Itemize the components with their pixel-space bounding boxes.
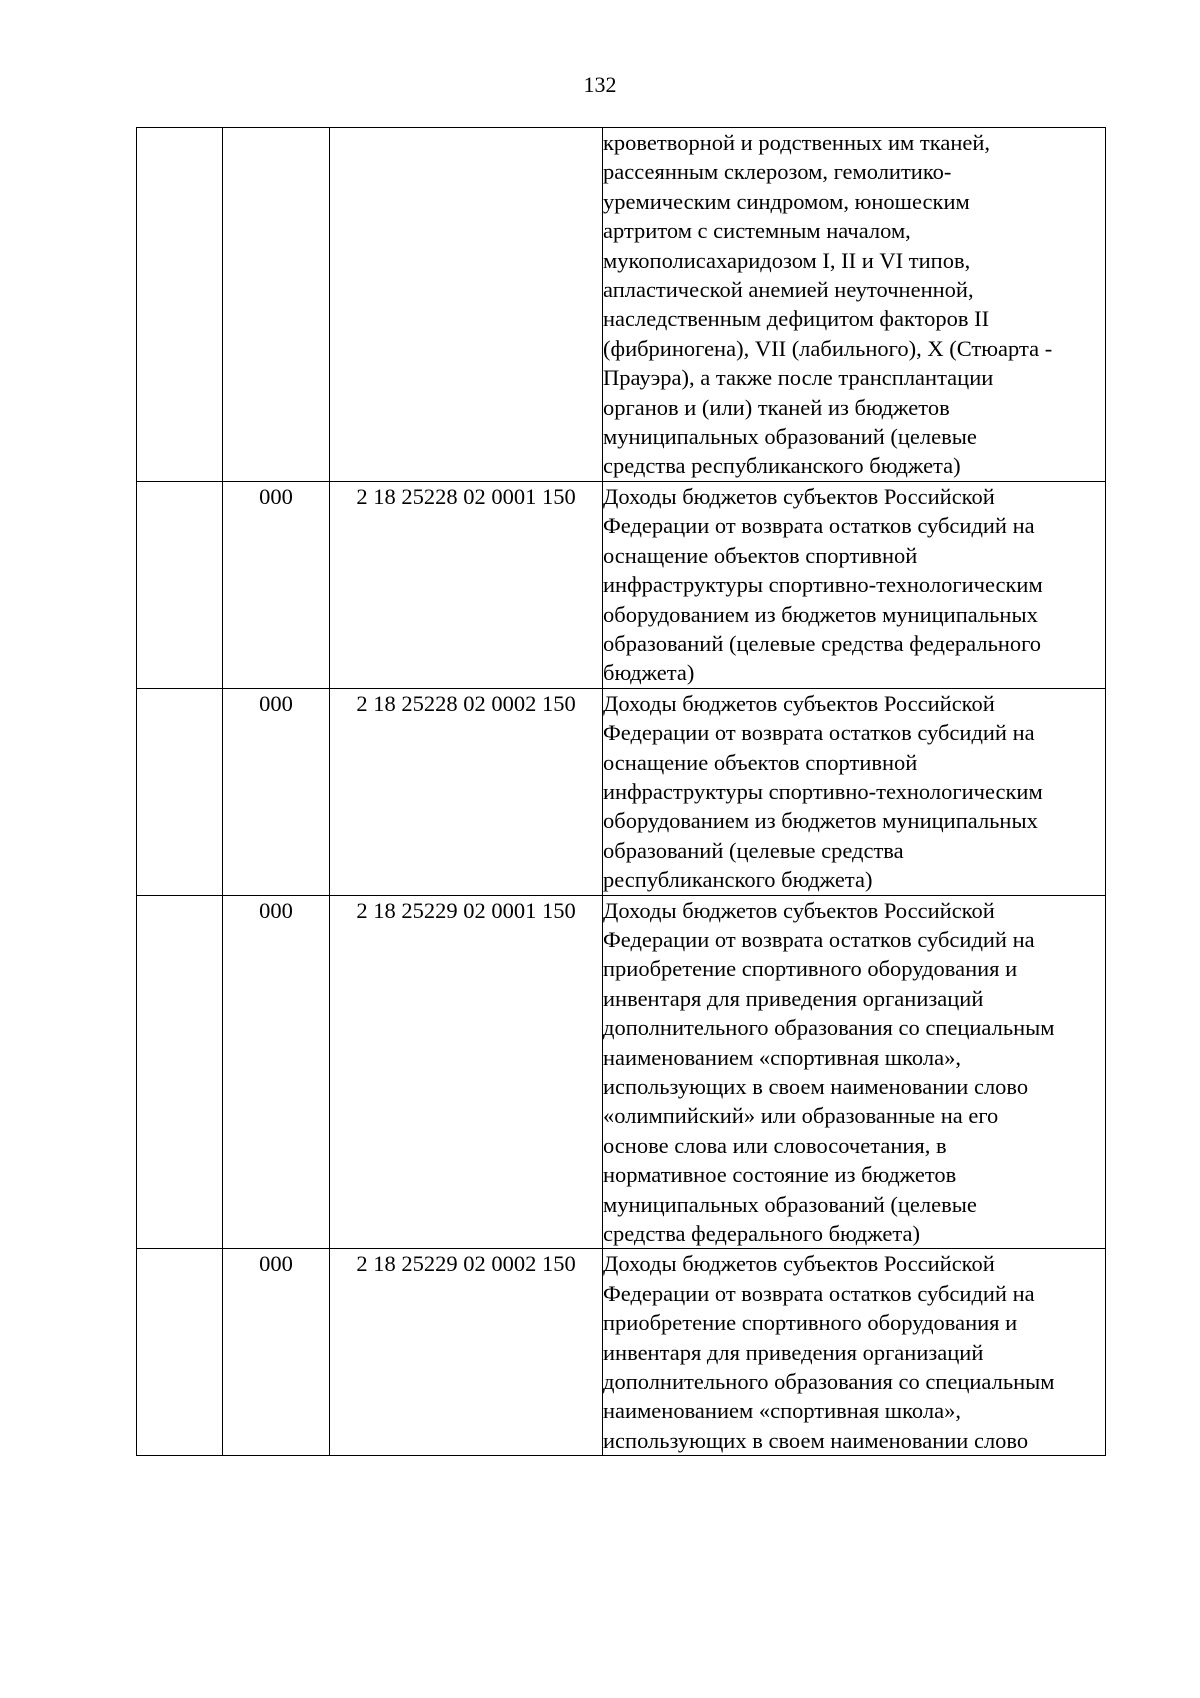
description-line: муниципальных образований (целевые bbox=[603, 1191, 977, 1217]
table-body bbox=[137, 128, 1106, 1456]
table-row bbox=[137, 481, 1106, 688]
description-line: Федерации от возврата остатков субсидий на bbox=[603, 1280, 1035, 1306]
table-row bbox=[137, 895, 1106, 1249]
description-line: инфраструктуры спортивно-технологическим bbox=[603, 572, 1043, 598]
description-line: мукополисахаридозом I, II и VI типов, bbox=[603, 247, 971, 273]
description-line: Прауэра), а также после трансплантации bbox=[603, 365, 994, 391]
description-line: республиканского бюджета) bbox=[603, 867, 873, 893]
description-line: муниципальных образований (целевые bbox=[603, 424, 977, 450]
description-line: Федерации от возврата остатков субсидий на bbox=[603, 513, 1035, 539]
page-number: 132 bbox=[583, 72, 617, 97]
description-line: использующих в своем наименовании слово bbox=[603, 1074, 1029, 1099]
table-row bbox=[137, 1249, 1106, 1456]
table-row bbox=[137, 128, 1106, 482]
budget-code-cell: 2 18 25228 02 0002 150 bbox=[330, 688, 603, 895]
budget-code-cell: 2 18 25229 02 0001 150 bbox=[330, 895, 603, 1249]
description-line: инвентаря для приведения организаций bbox=[603, 1339, 984, 1365]
description-line: инвентаря для приведения организаций bbox=[603, 985, 984, 1011]
description-line: приобретение спортивного оборудования и bbox=[603, 956, 1018, 982]
budget-code-cell bbox=[330, 128, 603, 482]
blank-cell bbox=[137, 481, 223, 688]
description-line: Федерации от возврата остатков субсидий на bbox=[603, 720, 1035, 746]
admin-code-cell: 000 bbox=[223, 895, 330, 1249]
admin-code-cell: 000 bbox=[223, 688, 330, 895]
description-line: органов и (или) тканей из бюджетов bbox=[603, 394, 950, 420]
description-line: основе слова или словосочетания, в bbox=[603, 1132, 947, 1158]
description-line: «олимпийский» или образованные на его bbox=[603, 1103, 999, 1129]
description-line: Доходы бюджетов субъектов Российской bbox=[603, 1251, 995, 1277]
description-line: инфраструктуры спортивно-технологическим bbox=[603, 778, 1043, 804]
description-line: Федерации от возврата остатков субсидий на bbox=[603, 926, 1035, 952]
description-cell bbox=[603, 688, 1106, 895]
description-line: Доходы бюджетов субъектов Российской bbox=[603, 690, 995, 716]
description-line: средства республиканского бюджета) bbox=[603, 453, 961, 479]
description-line: образований (целевые средства федерального bbox=[603, 630, 1042, 656]
description-line: Доходы бюджетов субъектов Российской bbox=[603, 483, 995, 509]
description-cell bbox=[603, 128, 1106, 482]
description-line: приобретение спортивного оборудования и bbox=[603, 1310, 1018, 1336]
description-line: оснащение объектов спортивной bbox=[603, 542, 918, 568]
description-line: апластической анемией неуточненной, bbox=[603, 277, 974, 303]
description-line: использующих в своем наименовании слово bbox=[603, 1427, 1029, 1453]
blank-cell bbox=[137, 128, 223, 482]
budget-code-cell: 2 18 25229 02 0002 150 bbox=[330, 1249, 603, 1456]
description-line: (фибриногена), VII (лабильного), X (Стюарта - bbox=[603, 335, 1053, 361]
description-line: рассеянным склерозом, гемолитико- bbox=[603, 159, 952, 185]
description-line: дополнительного образования со специальным bbox=[603, 1369, 1055, 1395]
description-line: наследственным дефицитом факторов II bbox=[603, 306, 990, 332]
description-cell bbox=[603, 481, 1106, 688]
description-line: нормативное состояние из бюджетов bbox=[603, 1162, 957, 1188]
table-row bbox=[137, 688, 1106, 895]
description-line: наименованием «спортивная школа», bbox=[603, 1398, 961, 1424]
description-line: оборудованием из бюджетов муниципальных bbox=[603, 601, 1038, 627]
description-line: бюджета) bbox=[603, 660, 695, 686]
description-line: кроветворной и родственных им тканей, bbox=[603, 130, 991, 155]
description-line: Доходы бюджетов субъектов Российской bbox=[603, 897, 995, 923]
description-line: наименованием «спортивная школа», bbox=[603, 1044, 961, 1070]
admin-code-cell: 000 bbox=[223, 481, 330, 688]
blank-cell bbox=[137, 688, 223, 895]
description-cell bbox=[603, 1249, 1106, 1456]
description-line: дополнительного образования со специальным bbox=[603, 1015, 1055, 1041]
budget-codes-table bbox=[136, 127, 1106, 1456]
admin-code-cell bbox=[223, 128, 330, 482]
blank-cell bbox=[137, 895, 223, 1249]
description-cell bbox=[603, 895, 1106, 1249]
description-line: оборудованием из бюджетов муниципальных bbox=[603, 808, 1038, 834]
description-line: уремическим синдромом, юношеским bbox=[603, 188, 970, 214]
description-line: артритом с системным началом, bbox=[603, 218, 911, 244]
description-line: образований (целевые средства bbox=[603, 837, 904, 863]
description-line: оснащение объектов спортивной bbox=[603, 749, 918, 775]
blank-cell bbox=[137, 1249, 223, 1456]
description-line: средства федерального бюджета) bbox=[603, 1221, 920, 1247]
budget-code-cell: 2 18 25228 02 0001 150 bbox=[330, 481, 603, 688]
admin-code-cell: 000 bbox=[223, 1249, 330, 1456]
